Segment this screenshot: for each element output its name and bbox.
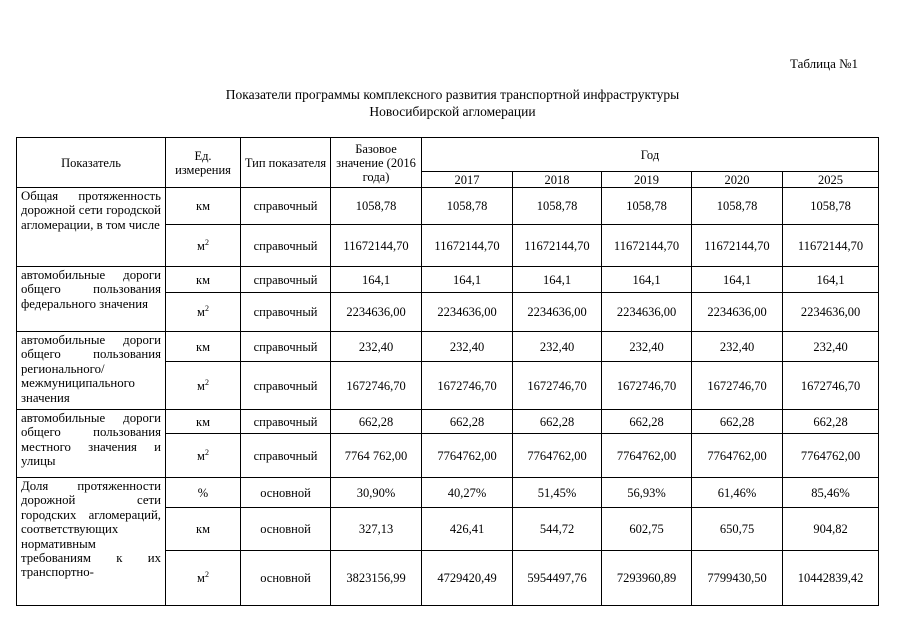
table-row xyxy=(17,188,879,225)
type-cell: справочный xyxy=(241,362,331,410)
year-value-cell: 11672144,70 xyxy=(513,225,602,267)
table-row xyxy=(17,332,879,362)
year-value-cell: 11672144,70 xyxy=(602,225,692,267)
header-year-2017: 2017 xyxy=(422,172,513,188)
year-value-cell: 7799430,50 xyxy=(692,551,783,606)
unit-cell xyxy=(166,508,241,551)
year-value-cell: 232,40 xyxy=(602,332,692,362)
type-cell: основной xyxy=(241,478,331,508)
year-value-cell: 7764762,00 xyxy=(783,434,879,478)
base-value-cell: 11672144,70 xyxy=(331,225,422,267)
indicator-name-cell: автомобильные дороги общего пользования местного значения и улицы xyxy=(17,410,166,478)
year-value-cell: 11672144,70 xyxy=(692,225,783,267)
year-value-cell: 40,27% xyxy=(422,478,513,508)
unit-cell xyxy=(166,551,241,606)
year-value-cell: 232,40 xyxy=(692,332,783,362)
year-value-cell: 5954497,76 xyxy=(513,551,602,606)
table-row xyxy=(17,410,879,434)
unit-text: км xyxy=(196,199,210,213)
year-value-cell: 164,1 xyxy=(602,267,692,293)
year-value-cell: 164,1 xyxy=(513,267,602,293)
unit-superscript: 2 xyxy=(204,303,209,313)
year-value-cell: 7764762,00 xyxy=(513,434,602,478)
year-value-cell: 1672746,70 xyxy=(783,362,879,410)
unit-text: м xyxy=(197,448,205,463)
year-value-cell: 602,75 xyxy=(602,508,692,551)
year-value-cell: 2234636,00 xyxy=(602,293,692,332)
year-value-cell: 11672144,70 xyxy=(783,225,879,267)
header-indicator: Показатель xyxy=(17,138,166,188)
year-value-cell: 232,40 xyxy=(513,332,602,362)
year-value-cell: 2234636,00 xyxy=(422,293,513,332)
type-cell: справочный xyxy=(241,293,331,332)
year-value-cell: 1058,78 xyxy=(602,188,692,225)
year-value-cell: 164,1 xyxy=(783,267,879,293)
base-value-cell: 2234636,00 xyxy=(331,293,422,332)
base-value-cell: 1672746,70 xyxy=(331,362,422,410)
unit-cell xyxy=(166,293,241,332)
year-value-cell: 2234636,00 xyxy=(692,293,783,332)
year-value-cell: 1672746,70 xyxy=(602,362,692,410)
header-year-2020: 2020 xyxy=(692,172,783,188)
type-cell: справочный xyxy=(241,188,331,225)
indicators-table xyxy=(16,137,879,606)
base-value-cell: 164,1 xyxy=(331,267,422,293)
year-value-cell: 662,28 xyxy=(783,410,879,434)
base-value-cell: 3823156,99 xyxy=(331,551,422,606)
unit-cell xyxy=(166,410,241,434)
table-row xyxy=(17,478,879,508)
table-number-label: Таблица №1 xyxy=(789,56,858,71)
table-body xyxy=(17,188,879,606)
year-value-cell: 164,1 xyxy=(692,267,783,293)
year-value-cell: 1058,78 xyxy=(422,188,513,225)
indicator-name-cell: автомобильные дороги общего пользования регионального/ межмуниципального значения xyxy=(17,332,166,410)
year-value-cell: 2234636,00 xyxy=(513,293,602,332)
year-value-cell: 7764762,00 xyxy=(602,434,692,478)
base-value-cell: 1058,78 xyxy=(331,188,422,225)
unit-superscript: 2 xyxy=(204,237,209,247)
base-value-cell: 662,28 xyxy=(331,410,422,434)
base-value-cell: 7764 762,00 xyxy=(331,434,422,478)
base-value-cell: 327,13 xyxy=(331,508,422,551)
year-value-cell: 1058,78 xyxy=(692,188,783,225)
year-value-cell: 904,82 xyxy=(783,508,879,551)
year-value-cell: 2234636,00 xyxy=(783,293,879,332)
year-value-cell: 1058,78 xyxy=(783,188,879,225)
year-value-cell: 1672746,70 xyxy=(692,362,783,410)
header-year-2019: 2019 xyxy=(602,172,692,188)
unit-cell xyxy=(166,332,241,362)
unit-cell xyxy=(166,362,241,410)
year-value-cell: 232,40 xyxy=(422,332,513,362)
unit-text: км xyxy=(196,339,210,354)
year-value-cell: 4729420,49 xyxy=(422,551,513,606)
unit-cell xyxy=(166,434,241,478)
year-value-cell: 426,41 xyxy=(422,508,513,551)
indicator-name-cell: Доля протяженности дорожной сети городских агломераций, соответствующих нормативным требованиям к их транспортно- xyxy=(17,478,166,606)
table-title-line-2: Новосибирской агломерации xyxy=(369,104,536,119)
year-value-cell: 7764762,00 xyxy=(692,434,783,478)
unit-text: м xyxy=(197,238,205,253)
year-value-cell: 7764762,00 xyxy=(422,434,513,478)
base-value-cell: 232,40 xyxy=(331,332,422,362)
indicator-name-cell: Общая протяженность дорожной сети городской агломерации, в том числе xyxy=(17,188,166,267)
unit-cell xyxy=(166,225,241,267)
type-cell: справочный xyxy=(241,225,331,267)
year-value-cell: 232,40 xyxy=(783,332,879,362)
year-value-cell: 11672144,70 xyxy=(422,225,513,267)
type-cell: основной xyxy=(241,551,331,606)
year-value-cell: 1672746,70 xyxy=(513,362,602,410)
unit-text: км xyxy=(196,414,210,429)
year-value-cell: 1672746,70 xyxy=(422,362,513,410)
year-value-cell: 61,46% xyxy=(692,478,783,508)
unit-text: км xyxy=(196,522,210,536)
unit-cell xyxy=(166,267,241,293)
year-value-cell: 662,28 xyxy=(513,410,602,434)
year-value-cell: 662,28 xyxy=(692,410,783,434)
year-value-cell: 164,1 xyxy=(422,267,513,293)
unit-text: м xyxy=(197,305,205,319)
unit-cell xyxy=(166,188,241,225)
unit-text: м xyxy=(197,378,205,393)
header-base-value: Базовое значение (2016 года) xyxy=(331,138,422,188)
year-value-cell: 56,93% xyxy=(602,478,692,508)
type-cell: справочный xyxy=(241,267,331,293)
type-cell: справочный xyxy=(241,332,331,362)
unit-text: км xyxy=(196,272,210,287)
header-year-2025: 2025 xyxy=(783,172,879,188)
table-title xyxy=(0,86,905,120)
base-value-cell: 30,90% xyxy=(331,478,422,508)
type-cell: справочный xyxy=(241,410,331,434)
type-cell: основной xyxy=(241,508,331,551)
year-value-cell: 85,46% xyxy=(783,478,879,508)
year-value-cell: 1058,78 xyxy=(513,188,602,225)
header-unit: Ед. измерения xyxy=(166,138,241,188)
indicator-name-cell: автомобильные дороги общего пользования федерального значения xyxy=(17,267,166,332)
year-value-cell: 51,45% xyxy=(513,478,602,508)
table-title-line-1: Показатели программы комплексного развития транспортной инфраструктуры xyxy=(225,87,680,102)
table-row xyxy=(17,267,879,293)
year-value-cell: 650,75 xyxy=(692,508,783,551)
header-year: Год xyxy=(422,138,879,172)
year-value-cell: 10442839,42 xyxy=(783,551,879,606)
year-value-cell: 544,72 xyxy=(513,508,602,551)
unit-cell xyxy=(166,478,241,508)
unit-text: м xyxy=(197,571,205,585)
unit-superscript: 2 xyxy=(204,447,209,457)
type-cell: справочный xyxy=(241,434,331,478)
year-value-cell: 662,28 xyxy=(422,410,513,434)
unit-superscript: 2 xyxy=(204,377,209,387)
unit-superscript: 2 xyxy=(204,569,209,579)
unit-text: % xyxy=(197,485,209,500)
year-value-cell: 7293960,89 xyxy=(602,551,692,606)
header-type: Тип показателя xyxy=(241,138,331,188)
year-value-cell: 662,28 xyxy=(602,410,692,434)
header-year-2018: 2018 xyxy=(513,172,602,188)
